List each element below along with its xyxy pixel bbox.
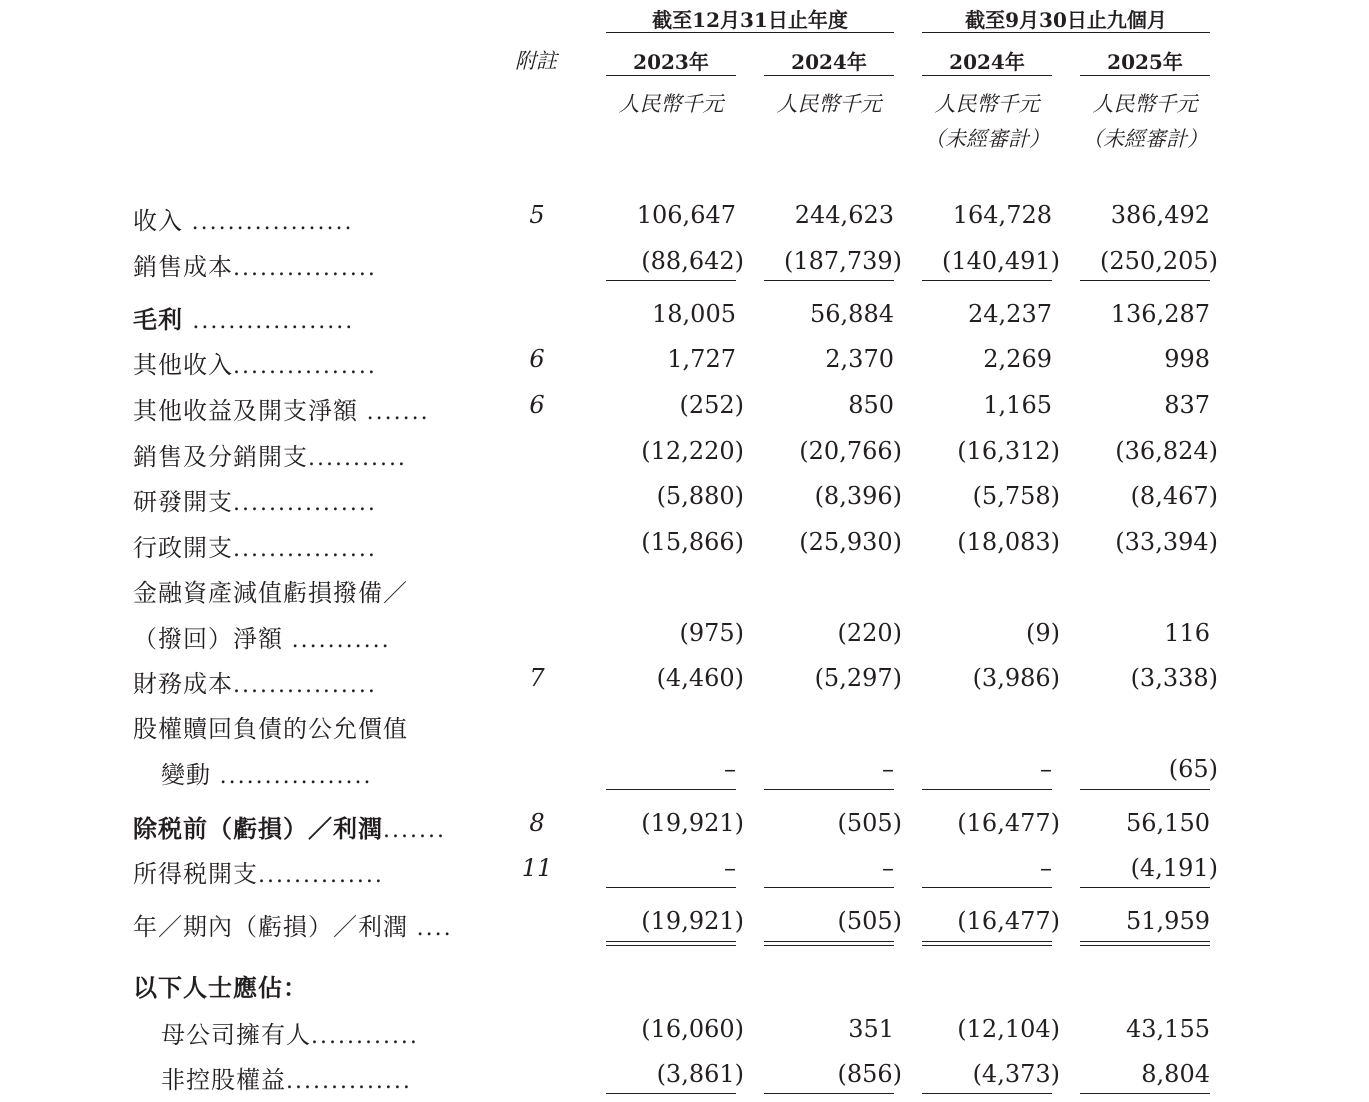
cell-gross-profit-9m2025: 136,287 xyxy=(1110,300,1210,328)
cell-impairment-2024: (220) xyxy=(837,619,902,647)
cell-owners-9m2024: (12,104) xyxy=(957,1015,1060,1043)
cell-admin-expenses-2023: (15,866) xyxy=(641,528,744,556)
unit-col3: 人民幣千元 xyxy=(934,92,1040,116)
row-label-impairment: 金融資產減值虧損撥備／ xyxy=(133,579,408,607)
year-rule-col1 xyxy=(606,75,736,76)
subtotal-rule-col4 xyxy=(1080,280,1210,281)
row-label-attributable-to: 以下人士應佔： xyxy=(133,973,308,1002)
cell-other-gains-9m2024: 1,165 xyxy=(983,391,1052,419)
total-double-rule-col1 xyxy=(606,941,736,946)
cell-profit-before-tax-9m2025: 56,150 xyxy=(1126,809,1210,837)
cell-impairment-9m2025: 116 xyxy=(1164,619,1210,647)
row-label-income-tax: 所得税開支.............. xyxy=(133,860,384,888)
cell-nci-2023: (3,861) xyxy=(656,1060,744,1088)
row-note-finance-costs: 7 xyxy=(529,664,545,692)
row-note-other-gains: 6 xyxy=(529,391,545,419)
cell-gross-profit-2024: 56,884 xyxy=(810,300,894,328)
cell-other-income-9m2024: 2,269 xyxy=(983,345,1052,373)
total-double-rule-col3 xyxy=(922,941,1052,946)
subtotal-rule-2-col3 xyxy=(922,789,1052,790)
row-label-cost-of-sales: 銷售成本................ xyxy=(133,253,377,281)
bottom-rule-col1 xyxy=(606,1093,736,1094)
row-note-income-tax: 11 xyxy=(521,854,553,882)
year-rule-col2 xyxy=(764,75,894,76)
cell-gross-profit-2023: 18,005 xyxy=(652,300,736,328)
cell-other-gains-2023: (252) xyxy=(679,391,744,419)
row-label-fair-value: 股權贖回負債的公允價值 xyxy=(133,715,408,743)
row-label-fair-value-change: 變動 ................. xyxy=(161,761,373,789)
year-header-col1: 2023年 xyxy=(633,50,709,74)
unit-col1: 人民幣千元 xyxy=(618,92,724,116)
subtotal-rule-3-col4 xyxy=(1080,887,1210,888)
cell-admin-expenses-9m2025: (33,394) xyxy=(1115,528,1218,556)
row-label-gross-profit: 毛利 .................. xyxy=(133,305,355,334)
cell-selling-expenses-2024: (20,766) xyxy=(799,437,902,465)
row-label-admin-expenses: 行政開支................ xyxy=(133,534,377,562)
row-note-revenue: 5 xyxy=(529,201,545,229)
subtotal-rule-2-col4 xyxy=(1080,789,1210,790)
cell-fair-value-2023: – xyxy=(724,755,736,783)
cell-income-tax-9m2024: – xyxy=(1040,854,1052,882)
cell-other-gains-9m2025: 837 xyxy=(1164,391,1210,419)
cell-nci-9m2024: (4,373) xyxy=(972,1060,1060,1088)
cell-owners-2024: 351 xyxy=(848,1015,894,1043)
cell-finance-costs-2024: (5,297) xyxy=(814,664,902,692)
year-header-col2: 2024年 xyxy=(791,50,867,74)
year-rule-col4 xyxy=(1080,75,1210,76)
cell-cost-of-sales-9m2024: (140,491) xyxy=(942,247,1060,275)
cell-revenue-9m2025: 386,492 xyxy=(1110,201,1210,229)
subtotal-rule-2-col1 xyxy=(606,789,736,790)
cell-rnd-expenses-9m2025: (8,467) xyxy=(1130,482,1218,510)
cell-rnd-expenses-2023: (5,880) xyxy=(656,482,744,510)
subtotal-rule-2-col2 xyxy=(764,789,894,790)
total-double-rule-col4 xyxy=(1080,941,1210,946)
cell-other-gains-2024: 850 xyxy=(848,391,894,419)
cell-revenue-9m2024: 164,728 xyxy=(952,201,1052,229)
cell-selling-expenses-2023: (12,220) xyxy=(641,437,744,465)
row-label-selling-expenses: 銷售及分銷開支........... xyxy=(133,443,407,471)
row-label-profit-before-tax: 除税前（虧損）／利潤....... xyxy=(133,814,446,843)
bottom-rule-col2 xyxy=(764,1093,894,1094)
year-header-col3: 2024年 xyxy=(949,50,1025,74)
cell-gross-profit-9m2024: 24,237 xyxy=(968,300,1052,328)
subtotal-rule-col3 xyxy=(922,280,1052,281)
cell-profit-for-period-9m2024: (16,477) xyxy=(957,907,1060,935)
total-double-rule-col2 xyxy=(764,941,894,946)
subtotal-rule-col2 xyxy=(764,280,894,281)
unaudited-col4: （未經審計） xyxy=(1082,127,1208,151)
row-label-revenue: 收入 .................. xyxy=(133,207,354,235)
cell-selling-expenses-9m2024: (16,312) xyxy=(957,437,1060,465)
cell-profit-before-tax-2023: (19,921) xyxy=(641,809,744,837)
cell-owners-9m2025: 43,155 xyxy=(1126,1015,1210,1043)
cell-admin-expenses-2024: (25,930) xyxy=(799,528,902,556)
subtotal-rule-3-col3 xyxy=(922,887,1052,888)
bottom-rule-col3 xyxy=(922,1093,1052,1094)
cell-income-tax-2023: – xyxy=(724,854,736,882)
unaudited-col3: （未經審計） xyxy=(924,127,1050,151)
cell-fair-value-2024: – xyxy=(882,755,894,783)
row-label-non-controlling: 非控股權益.............. xyxy=(161,1066,412,1094)
cell-rnd-expenses-9m2024: (5,758) xyxy=(972,482,1060,510)
row-label-impairment-net: （撥回）淨額 ........... xyxy=(133,625,391,653)
row-note-other-income: 6 xyxy=(529,345,545,373)
cell-other-income-2023: 1,727 xyxy=(667,345,736,373)
cell-profit-before-tax-2024: (505) xyxy=(837,809,902,837)
subtotal-rule-3-col2 xyxy=(764,887,894,888)
cell-finance-costs-9m2025: (3,338) xyxy=(1130,664,1218,692)
cell-impairment-9m2024: (9) xyxy=(1026,619,1060,647)
cell-finance-costs-9m2024: (3,986) xyxy=(972,664,1060,692)
cell-nci-9m2025: 8,804 xyxy=(1141,1060,1210,1088)
cell-cost-of-sales-9m2025: (250,205) xyxy=(1100,247,1218,275)
cell-revenue-2023: 106,647 xyxy=(636,201,736,229)
subtotal-rule-col1 xyxy=(606,280,736,281)
cell-profit-for-period-9m2025: 51,959 xyxy=(1126,907,1210,935)
cell-selling-expenses-9m2025: (36,824) xyxy=(1115,437,1218,465)
cell-fair-value-9m2024: – xyxy=(1040,755,1052,783)
cell-cost-of-sales-2024: (187,739) xyxy=(784,247,902,275)
cell-fair-value-9m2025: (65) xyxy=(1168,755,1218,783)
row-label-other-gains: 其他收益及開支淨額 ....... xyxy=(133,397,430,425)
notes-column-header: 附註 xyxy=(515,49,557,73)
bottom-rule-col4 xyxy=(1080,1093,1210,1094)
row-label-owners-of-parent: 母公司擁有人............ xyxy=(161,1021,419,1049)
cell-revenue-2024: 244,623 xyxy=(794,201,894,229)
cell-profit-before-tax-9m2024: (16,477) xyxy=(957,809,1060,837)
cell-admin-expenses-9m2024: (18,083) xyxy=(957,528,1060,556)
row-label-other-income: 其他收入................ xyxy=(133,351,377,379)
cell-nci-2024: (856) xyxy=(837,1060,902,1088)
cell-cost-of-sales-2023: (88,642) xyxy=(641,247,744,275)
cell-income-tax-2024: – xyxy=(882,854,894,882)
header-annual-rule xyxy=(606,32,894,33)
cell-profit-for-period-2023: (19,921) xyxy=(641,907,744,935)
cell-finance-costs-2023: (4,460) xyxy=(656,664,744,692)
year-header-col4: 2025年 xyxy=(1107,50,1183,74)
year-rule-col3 xyxy=(922,75,1052,76)
header-annual-group: 截至12月31日止年度 xyxy=(652,8,848,32)
cell-profit-for-period-2024: (505) xyxy=(837,907,902,935)
row-label-profit-for-period: 年／期內（虧損）／利潤 .... xyxy=(133,913,453,941)
cell-other-income-2024: 2,370 xyxy=(825,345,894,373)
cell-income-tax-9m2025: (4,191) xyxy=(1130,854,1218,882)
cell-other-income-9m2025: 998 xyxy=(1164,345,1210,373)
subtotal-rule-3-col1 xyxy=(606,887,736,888)
row-label-finance-costs: 財務成本................ xyxy=(133,670,377,698)
row-label-rnd-expenses: 研發開支................ xyxy=(133,488,377,516)
cell-rnd-expenses-2024: (8,396) xyxy=(814,482,902,510)
cell-impairment-2023: (975) xyxy=(679,619,744,647)
unit-col4: 人民幣千元 xyxy=(1092,92,1198,116)
header-interim-rule xyxy=(922,32,1210,33)
unit-col2: 人民幣千元 xyxy=(776,92,882,116)
header-interim-group: 截至9月30日止九個月 xyxy=(965,8,1167,32)
row-note-profit-before-tax: 8 xyxy=(529,809,545,837)
cell-owners-2023: (16,060) xyxy=(641,1015,744,1043)
